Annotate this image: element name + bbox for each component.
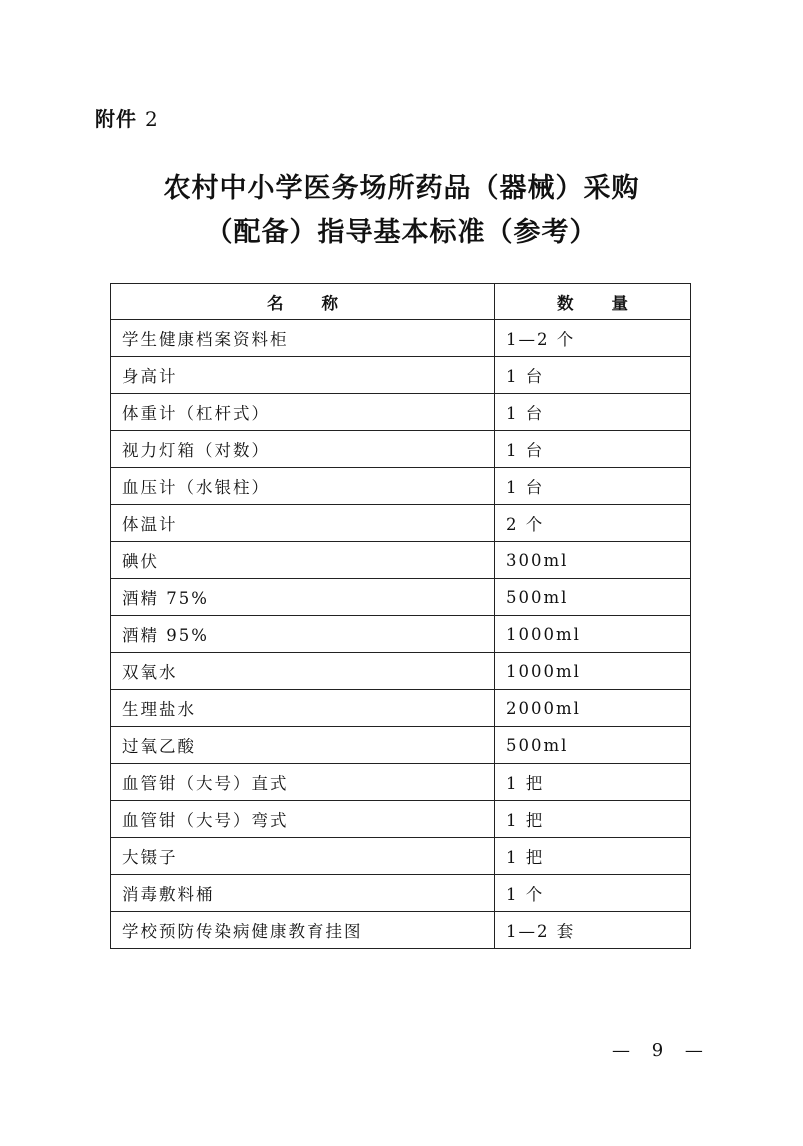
column-header-quantity: 数量 — [495, 284, 691, 320]
table-row — [111, 616, 691, 653]
column-header-name: 名称 — [111, 284, 495, 320]
item-quantity-cell: 300ml — [495, 542, 691, 579]
table-row — [111, 653, 691, 690]
item-quantity-cell: 1 把 — [495, 764, 691, 801]
item-name-cell: 血压计（水银柱） — [111, 468, 495, 505]
table-row — [111, 875, 691, 912]
item-name-cell: 血管钳（大号）直式 — [111, 764, 495, 801]
item-quantity-cell: 1—2 套 — [495, 912, 691, 949]
table-row — [111, 690, 691, 727]
attachment-label — [95, 103, 159, 132]
table-row — [111, 727, 691, 764]
item-quantity-cell: 500ml — [495, 727, 691, 764]
table-row — [111, 838, 691, 875]
item-name-cell: 血管钳（大号）弯式 — [111, 801, 495, 838]
item-name-cell: 学校预防传染病健康教育挂图 — [111, 912, 495, 949]
table-row — [111, 912, 691, 949]
item-name-cell: 双氧水 — [111, 653, 495, 690]
item-name-cell: 生理盐水 — [111, 690, 495, 727]
item-quantity-cell: 1 把 — [495, 838, 691, 875]
item-quantity-cell: 1 台 — [495, 431, 691, 468]
item-quantity-cell: 2 个 — [495, 505, 691, 542]
document-title-line-2: （配备）指导基本标准（参考） — [205, 217, 598, 248]
page-number: — 9 — — [612, 1040, 711, 1061]
document-title-line-1: 农村中小学医务场所药品（器械）采购 — [163, 173, 640, 204]
item-quantity-cell: 1000ml — [495, 616, 691, 653]
item-quantity-cell: 1 台 — [495, 468, 691, 505]
item-name-cell: 消毒敷料桶 — [111, 875, 495, 912]
table-header-row — [111, 284, 691, 320]
item-quantity-cell: 500ml — [495, 579, 691, 616]
item-quantity-cell: 2000ml — [495, 690, 691, 727]
item-name-cell: 视力灯箱（对数） — [111, 431, 495, 468]
table-row — [111, 801, 691, 838]
table-row — [111, 579, 691, 616]
table-row — [111, 320, 691, 357]
table-row — [111, 394, 691, 431]
attachment-text: 附件 — [95, 107, 137, 131]
attachment-number: 2 — [144, 107, 159, 131]
item-quantity-cell: 1 个 — [495, 875, 691, 912]
table-row — [111, 542, 691, 579]
table-row — [111, 431, 691, 468]
item-quantity-cell: 1 台 — [495, 394, 691, 431]
item-name-cell: 酒精 95% — [111, 616, 495, 653]
item-name-cell: 体温计 — [111, 505, 495, 542]
item-name-cell: 学生健康档案资料柜 — [111, 320, 495, 357]
item-quantity-cell: 1 把 — [495, 801, 691, 838]
supply-table — [110, 283, 691, 949]
item-name-cell: 大镊子 — [111, 838, 495, 875]
table-row — [111, 468, 691, 505]
table-row — [111, 764, 691, 801]
item-name-cell: 身高计 — [111, 357, 495, 394]
item-name-cell: 酒精 75% — [111, 579, 495, 616]
table-row — [111, 505, 691, 542]
item-name-cell: 体重计（杠杆式） — [111, 394, 495, 431]
item-name-cell: 过氧乙酸 — [111, 727, 495, 764]
item-name-cell: 碘伏 — [111, 542, 495, 579]
item-quantity-cell: 1 台 — [495, 357, 691, 394]
table-row — [111, 357, 691, 394]
item-quantity-cell: 1—2 个 — [495, 320, 691, 357]
item-quantity-cell: 1000ml — [495, 653, 691, 690]
